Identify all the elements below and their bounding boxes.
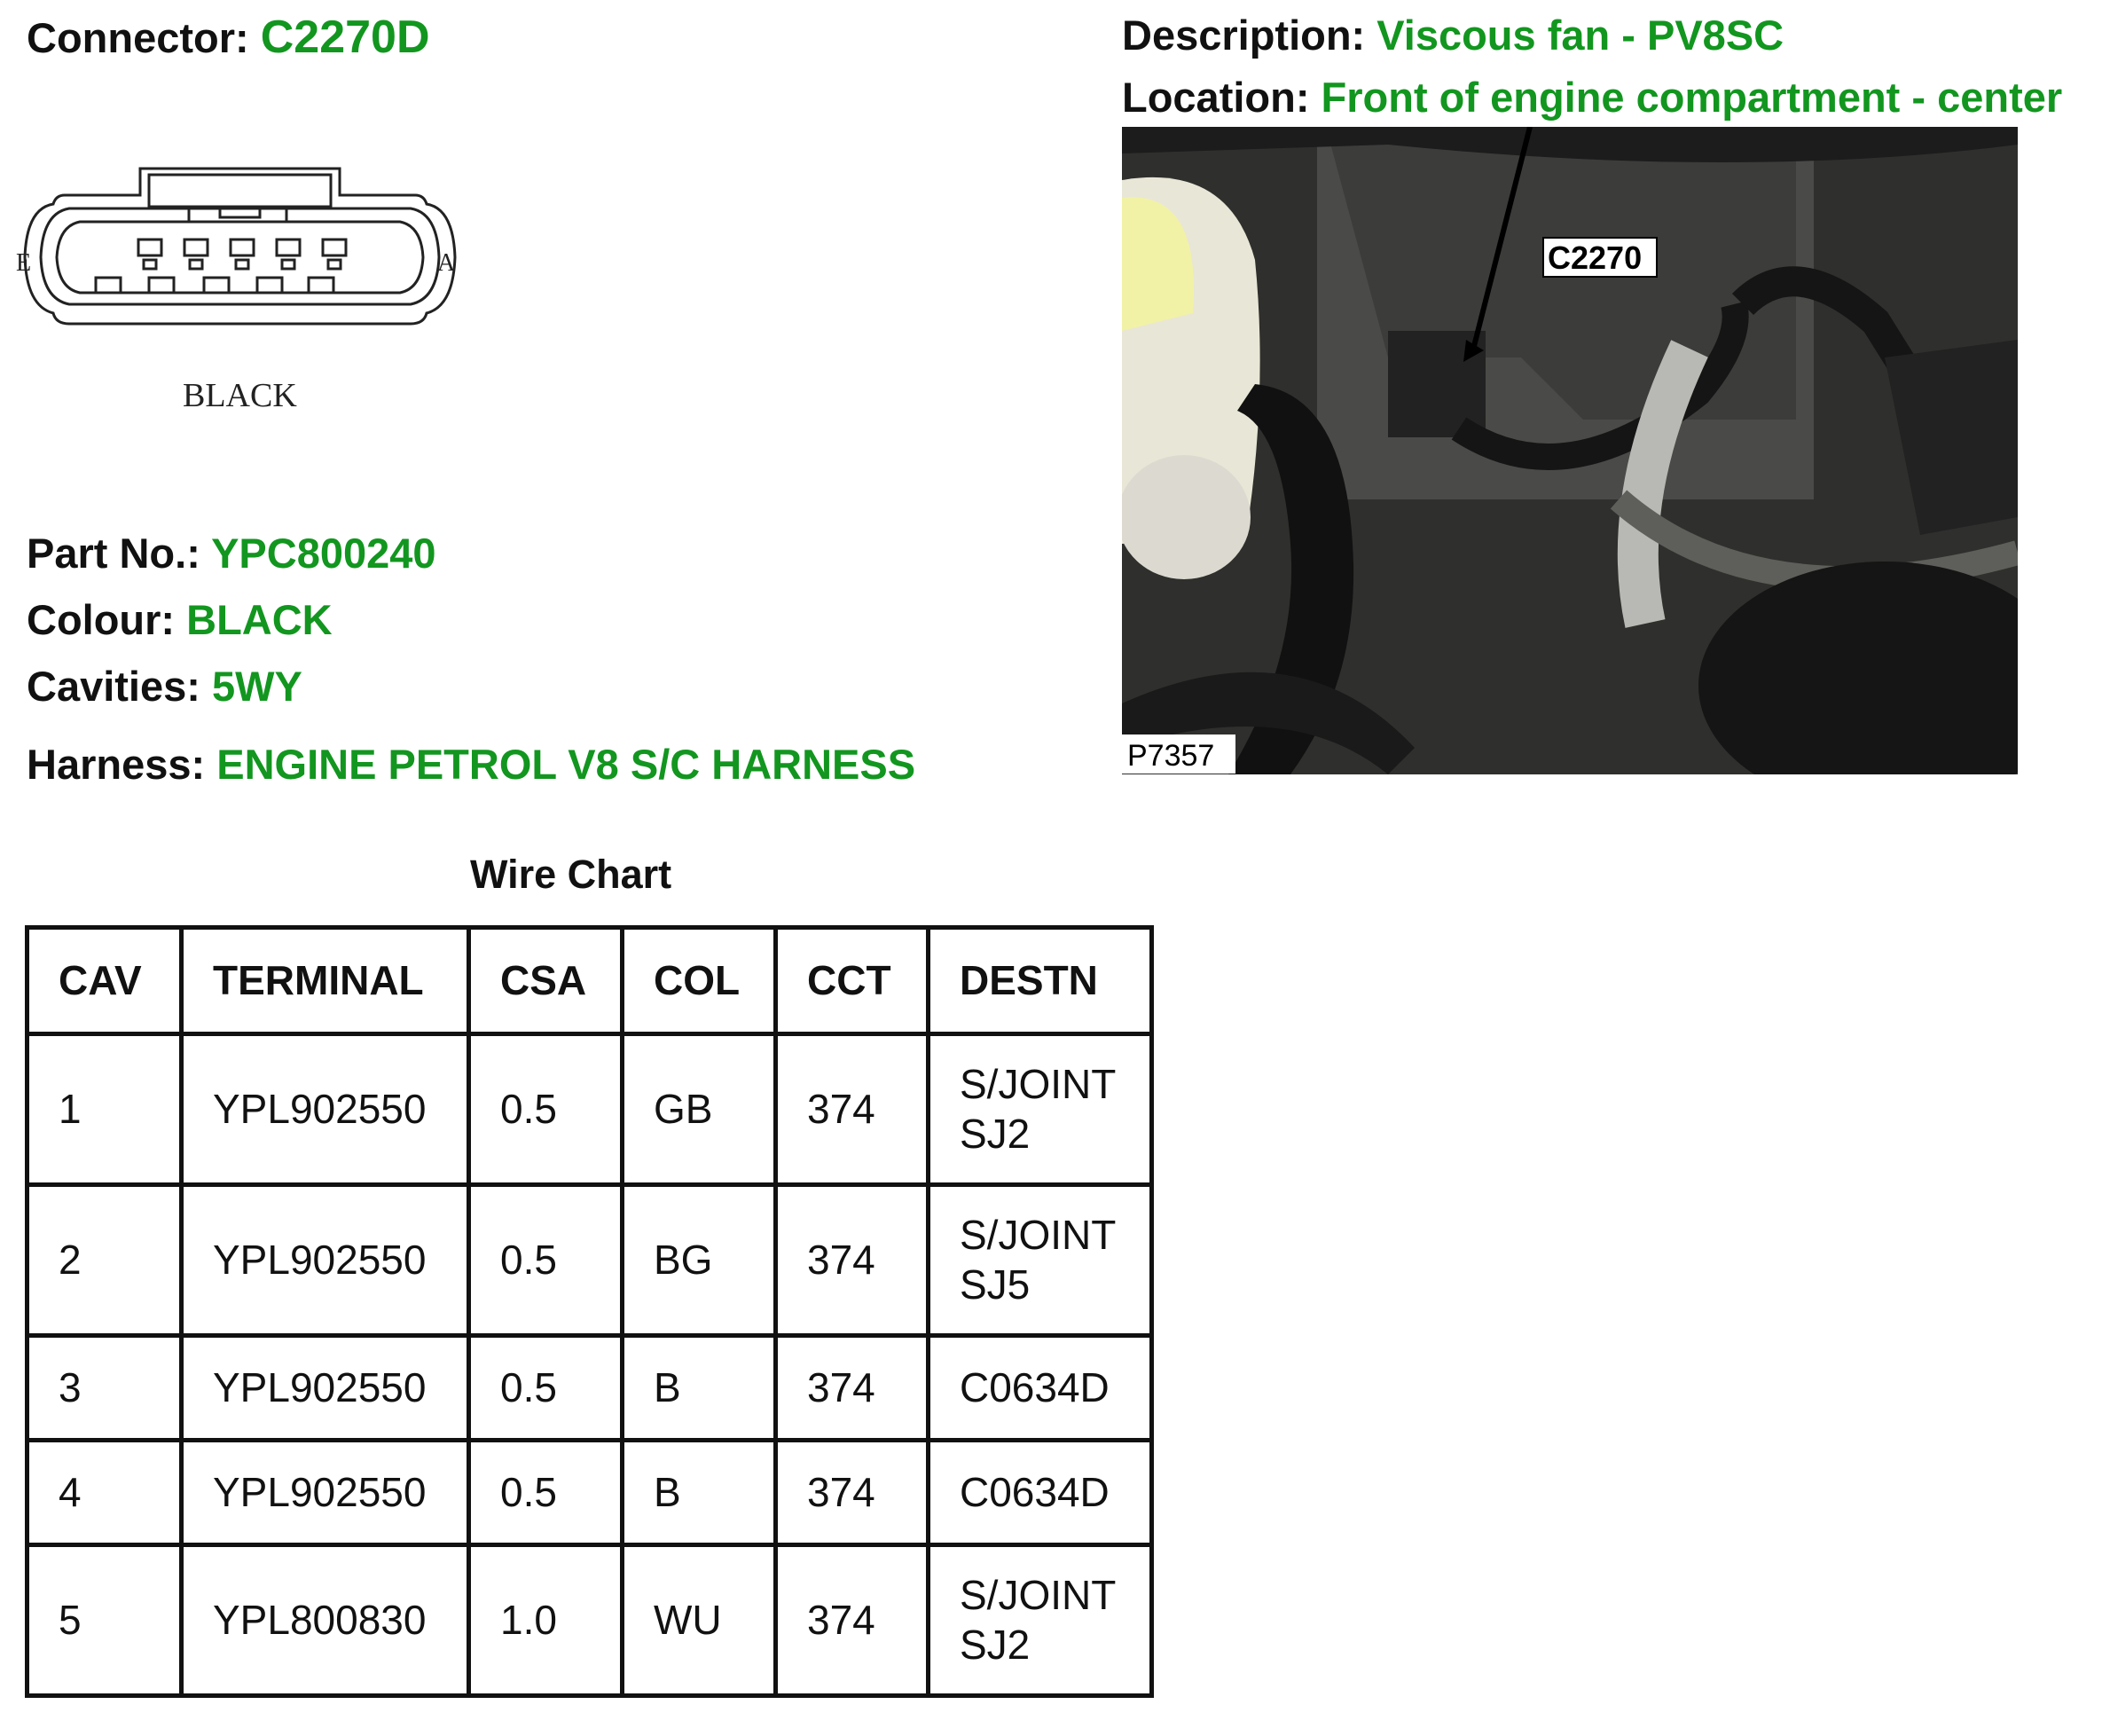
- cell-terminal: YPL902550: [182, 1441, 469, 1545]
- cell-cct: 374: [776, 1034, 929, 1185]
- cell-csa: 0.5: [469, 1441, 623, 1545]
- cell-col: BG: [623, 1185, 776, 1336]
- header-destn: DESTN: [929, 928, 1152, 1034]
- header-cct: CCT: [776, 928, 929, 1034]
- location-photo: [1122, 127, 2018, 774]
- cell-destn: [929, 1185, 1152, 1336]
- photo-callout-label: C2270: [1548, 240, 1643, 276]
- photo-ref-label: P7357: [1127, 739, 1215, 773]
- cell-cav: 4: [27, 1441, 182, 1545]
- harness-value: ENGINE PETROL V8 S/C HARNESS: [216, 741, 916, 788]
- cavities-value: 5WY: [211, 663, 302, 710]
- cell-cct: 374: [776, 1441, 929, 1545]
- part-no-field: [27, 530, 436, 577]
- cell-destn: C0634D: [929, 1441, 1152, 1545]
- side-label-right: A: [437, 249, 456, 277]
- cell-terminal: YPL800830: [182, 1545, 469, 1696]
- location-value: Front of engine compartment - center: [1321, 74, 2063, 121]
- destn-line1: S/JOINT: [960, 1061, 1117, 1108]
- cell-cav: 1: [27, 1034, 182, 1185]
- cell-csa: 1.0: [469, 1545, 623, 1696]
- destn-line2: SJ2: [960, 1621, 1031, 1668]
- table-header-row: [27, 928, 1152, 1034]
- wire-chart-table: [25, 925, 1154, 1698]
- cell-csa: 0.5: [469, 1185, 623, 1336]
- cell-destn: [929, 1034, 1152, 1185]
- header-cav: CAV: [27, 928, 182, 1034]
- connector-label: Connector:: [27, 14, 249, 61]
- header-col: COL: [623, 928, 776, 1034]
- destn-line2: SJ2: [960, 1110, 1031, 1157]
- cell-destn: [929, 1545, 1152, 1696]
- cell-cav: 5: [27, 1545, 182, 1696]
- part-no-label: Part No.:: [27, 530, 200, 577]
- cell-col: B: [623, 1441, 776, 1545]
- cell-cav: 2: [27, 1185, 182, 1336]
- connector-inner-face: [57, 222, 423, 293]
- cavities-label: Cavities:: [27, 663, 200, 710]
- description-field: [1122, 12, 1784, 59]
- cell-cct: 374: [776, 1336, 929, 1441]
- cell-csa: 0.5: [469, 1336, 623, 1441]
- colour-label: Colour:: [27, 596, 176, 643]
- header-terminal: TERMINAL: [182, 928, 469, 1034]
- location-field: [1122, 74, 2063, 121]
- connector-field: [27, 12, 430, 63]
- cell-destn: C0634D: [929, 1336, 1152, 1441]
- header-csa: CSA: [469, 928, 623, 1034]
- side-label-left: E: [16, 249, 32, 277]
- table-row: [27, 1034, 1152, 1185]
- cell-cct: 374: [776, 1545, 929, 1696]
- table-row: [27, 1185, 1152, 1336]
- table-row: [27, 1545, 1152, 1696]
- cell-col: GB: [623, 1034, 776, 1185]
- description-value: Viscous fan - PV8SC: [1376, 12, 1784, 59]
- harness-field: [27, 741, 916, 788]
- destn-line1: S/JOINT: [960, 1572, 1117, 1619]
- description-label: Description:: [1122, 12, 1366, 59]
- cell-col: WU: [623, 1545, 776, 1696]
- connector-diagram: [16, 155, 468, 430]
- diagram-colour-caption: BLACK: [183, 377, 297, 414]
- destn-line2: SJ5: [960, 1261, 1031, 1308]
- cell-terminal: YPL902550: [182, 1034, 469, 1185]
- connector-outer-shell: [25, 169, 455, 324]
- cell-terminal: YPL902550: [182, 1185, 469, 1336]
- cell-csa: 0.5: [469, 1034, 623, 1185]
- cell-terminal: YPL902550: [182, 1336, 469, 1441]
- part-no-value: YPC800240: [211, 530, 436, 577]
- cell-cct: 374: [776, 1185, 929, 1336]
- table-row: [27, 1441, 1152, 1545]
- wire-chart-title: Wire Chart: [470, 852, 672, 897]
- colour-field: [27, 596, 333, 643]
- destn-line1: S/JOINT: [960, 1212, 1117, 1259]
- connector-value: C2270D: [260, 12, 430, 63]
- cell-cav: 3: [27, 1336, 182, 1441]
- cavities-field: [27, 663, 302, 710]
- location-label: Location:: [1122, 74, 1310, 121]
- harness-label: Harness:: [27, 741, 206, 788]
- table-row: [27, 1336, 1152, 1441]
- cell-col: B: [623, 1336, 776, 1441]
- colour-value: BLACK: [186, 596, 333, 643]
- pin-cavities: [138, 240, 346, 269]
